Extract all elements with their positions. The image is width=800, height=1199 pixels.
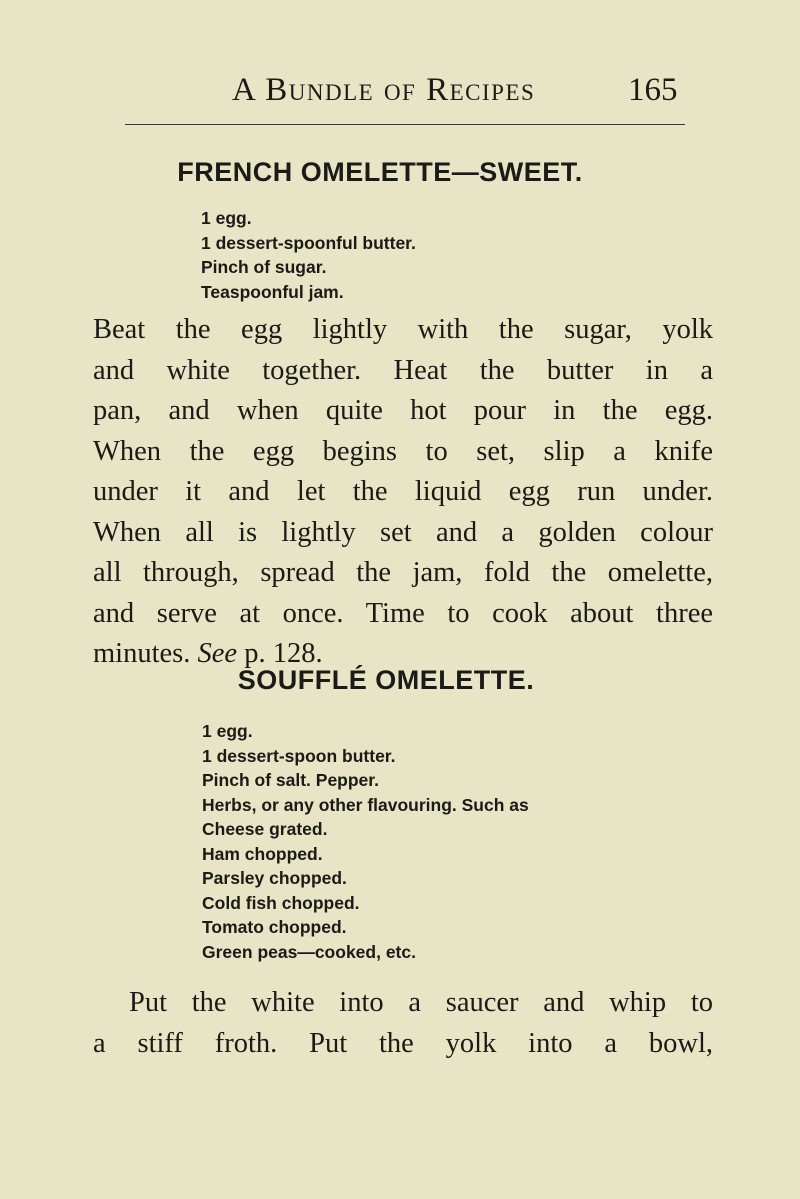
recipe-title-souffle-omelette: SOUFFLÉ OMELETTE.	[237, 665, 535, 695]
method-souffle-omelette	[93, 983, 713, 1064]
method-line: under it and let the liquid egg run under.	[93, 476, 713, 507]
recipe-title-french-omelette: FRENCH OMELETTE—SWEET.	[177, 157, 583, 187]
method-line: and serve at once. Time to cook about three	[93, 597, 713, 629]
page-reference: p. 128.	[244, 638, 323, 669]
ingredient-item: Parsley chopped.	[202, 868, 347, 888]
ingredient-item: 1 dessert-spoon butter.	[202, 745, 396, 766]
method-french-omelette	[93, 310, 713, 675]
ingredient-item: Pinch of sugar.	[201, 257, 327, 277]
ingredient-list-souffle-omelette	[202, 719, 529, 964]
method-text: minutes.	[93, 638, 191, 669]
method-line: When the egg begins to set, slip a knife	[93, 435, 713, 467]
method-line: Put the white into a saucer and whip to	[129, 987, 713, 1018]
ingredient-item: 1 egg.	[202, 721, 253, 741]
ingredient-item: 1 dessert-spoonful butter.	[201, 232, 416, 253]
running-title: A Bundle of Recipes	[232, 72, 536, 108]
ingredient-item: Cheese grated.	[202, 819, 328, 839]
ingredient-item: Herbs, or any other flavouring. Such as	[202, 794, 529, 815]
ingredient-item: Tomato chopped.	[202, 917, 347, 937]
ingredient-item: Teaspoonful jam.	[201, 281, 344, 302]
running-head	[0, 72, 800, 112]
ingredient-item: Ham chopped.	[202, 843, 323, 864]
method-line: pan, and when quite hot pour in the egg.	[93, 395, 713, 426]
ingredient-item: Cold fish chopped.	[202, 892, 360, 913]
see-reference-word: See	[197, 638, 238, 669]
method-line: Beat the egg lightly with the sugar, yolk	[93, 314, 713, 345]
page-number: 165	[628, 72, 678, 108]
ingredient-item: Pinch of salt. Pepper.	[202, 770, 379, 790]
method-line: all through, spread the jam, fold the omelette,	[93, 557, 713, 588]
ingredient-item: Green peas—cooked, etc.	[202, 941, 416, 962]
ingredient-item: 1 egg.	[201, 208, 252, 228]
method-line: When all is lightly set and a golden colour	[93, 516, 713, 548]
method-line: a stiff froth. Put the yolk into a bowl,	[93, 1027, 713, 1059]
ingredient-list-french-omelette	[201, 206, 416, 304]
header-rule	[125, 124, 685, 125]
method-line: and white together. Heat the butter in a	[93, 354, 713, 386]
